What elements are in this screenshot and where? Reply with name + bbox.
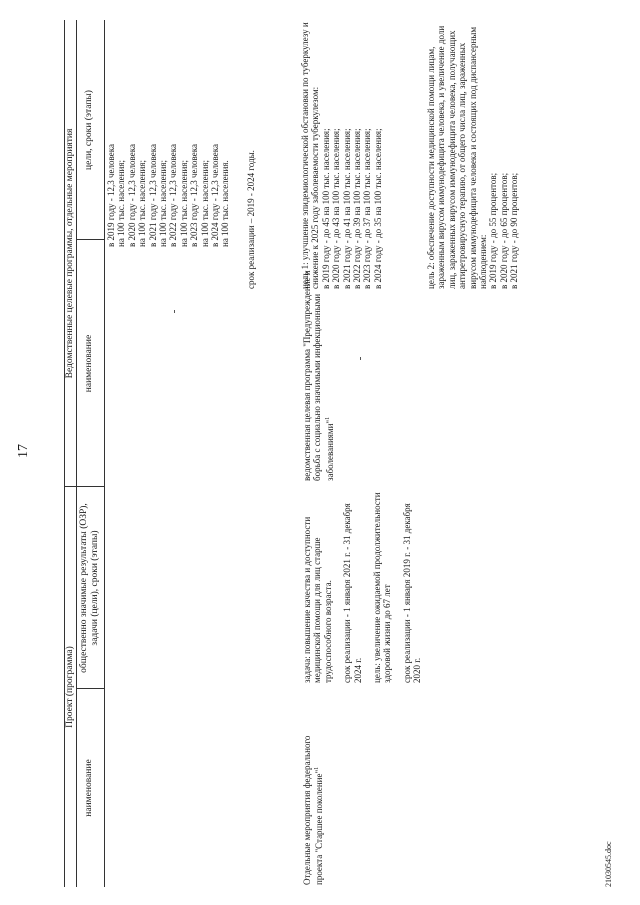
- program-footnote: 1: [324, 416, 331, 420]
- ozr-task: задача: повышение качества и доступности медицинской помощи для лиц старше трудоспособного возраста.: [302, 516, 333, 683]
- ozr-task-term: срок реализации - 1 января 2021 г. - 31 декабря 2024 г.: [342, 503, 363, 683]
- goal1-line: в 2021 году - до 41 на 100 тыс. населения;: [341, 128, 352, 289]
- goal2-line: в 2021 году - до 90 процентов;: [509, 172, 520, 289]
- ozr-goal: цель: увеличение ожидаемой продолжительности здоровой жизни до 67 лет: [372, 492, 393, 683]
- goal1-block: [300, 21, 383, 289]
- scan-speck: [360, 357, 361, 360]
- goals-top-lines: [106, 21, 231, 247]
- document-code: 21030545.doc: [604, 841, 613, 887]
- program-name-cell: [302, 256, 335, 481]
- header-sub-rule-left: [76, 487, 77, 887]
- goal2-intro: цель 2: обеспечение доступности медицинской помощи лицам, зараженным вирусом иммунодефицита человека, и увеличение доли лиц, зараженных вирусом иммунодефицита человека, получающих антиретровирусную терапию, от общего числа лиц, зараженных вирусом иммунодефицита человека и состоящих под диспансерным наблюдением:: [426, 25, 489, 289]
- goal-line: на 100 тыс. населения;: [199, 160, 210, 247]
- goal1-line: в 2020 году - до 43 на 100 тыс. населения;: [331, 128, 342, 289]
- header-project-group: Проект (программа): [65, 646, 75, 728]
- goal-line: на 100 тыс. населения;: [158, 160, 169, 247]
- goal1-line: в 2024 году - до 35 на 100 тыс. населения;: [372, 128, 383, 289]
- goal-line: на 100 тыс. населения;: [116, 160, 127, 247]
- goal1-line: в 2019 году - до 45 на 100 тыс. населения;: [320, 128, 331, 289]
- header-project-name: наименование: [84, 759, 94, 817]
- goal2-line: в 2019 году - до 55 процентов;: [488, 172, 499, 289]
- goal1-line: в 2022 году - до 39 на 100 тыс. населения;: [352, 128, 363, 289]
- ozr-goal-term: срок реализации - 1 января 2019 г. - 31 декабря 2020 г.: [401, 503, 423, 683]
- project-name-cell: [302, 715, 325, 885]
- program-name: ведомственная целевая программа "Предупреждение и борьба с социально значимыми инфекционными заболеваниями": [302, 270, 335, 481]
- goal-line: в 2022 году - 12,3 человека: [168, 144, 179, 247]
- goal1-intro: цель 1: улучшение эпидемиологической обстановки по туберкулезу и снижение к 2025 году заболеваемости туберкулезом:: [300, 22, 321, 289]
- goal-line: в 2024 году - 12,3 человека: [210, 144, 221, 247]
- goal2-lines: [488, 21, 519, 289]
- goal-line: на 100 тыс. населения.: [220, 160, 231, 247]
- goal-line: в 2020 году - 12,3 человека: [126, 144, 137, 247]
- project-name: Отдельные мероприятия федерального проекта "Старшее поколение": [302, 735, 325, 885]
- goals-top-term: срок реализации – 2019 - 2024 годы.: [246, 150, 256, 289]
- goal-line: в 2023 году - 12,3 человека: [189, 144, 200, 247]
- ozr-cell: [302, 491, 432, 683]
- goal1-line: в 2023 году - до 37 на 100 тыс. населения;: [362, 128, 373, 289]
- goal-line: в 2019 году - 12,3 человека: [106, 144, 116, 247]
- header-bottom-border: [104, 20, 105, 887]
- goal-line: на 100 тыс. населения;: [137, 160, 148, 247]
- header-sub-rule-right: [76, 20, 77, 487]
- header-goals-terms: цели, сроки (этапы): [84, 90, 94, 170]
- header-program-name: наименование: [84, 334, 94, 393]
- goal2-line: в 2020 году - до 65 процентов;: [498, 172, 509, 289]
- goal-line: в 2021 году - 12,3 человека: [147, 144, 158, 247]
- goal-line: на 100 тыс. населения;: [178, 160, 189, 247]
- goal2-block: [426, 21, 520, 289]
- page-number: 17: [16, 444, 31, 458]
- header-ozr: общественно значимые результаты (ОЗР), задачи (цели), сроки (этапы): [79, 503, 100, 673]
- project-footnote: 1: [314, 766, 321, 770]
- goal1-lines: [321, 21, 383, 289]
- header-programs-group: Ведомственные целевые программы, отдельные мероприятия: [65, 128, 75, 379]
- scan-speck: [174, 310, 175, 313]
